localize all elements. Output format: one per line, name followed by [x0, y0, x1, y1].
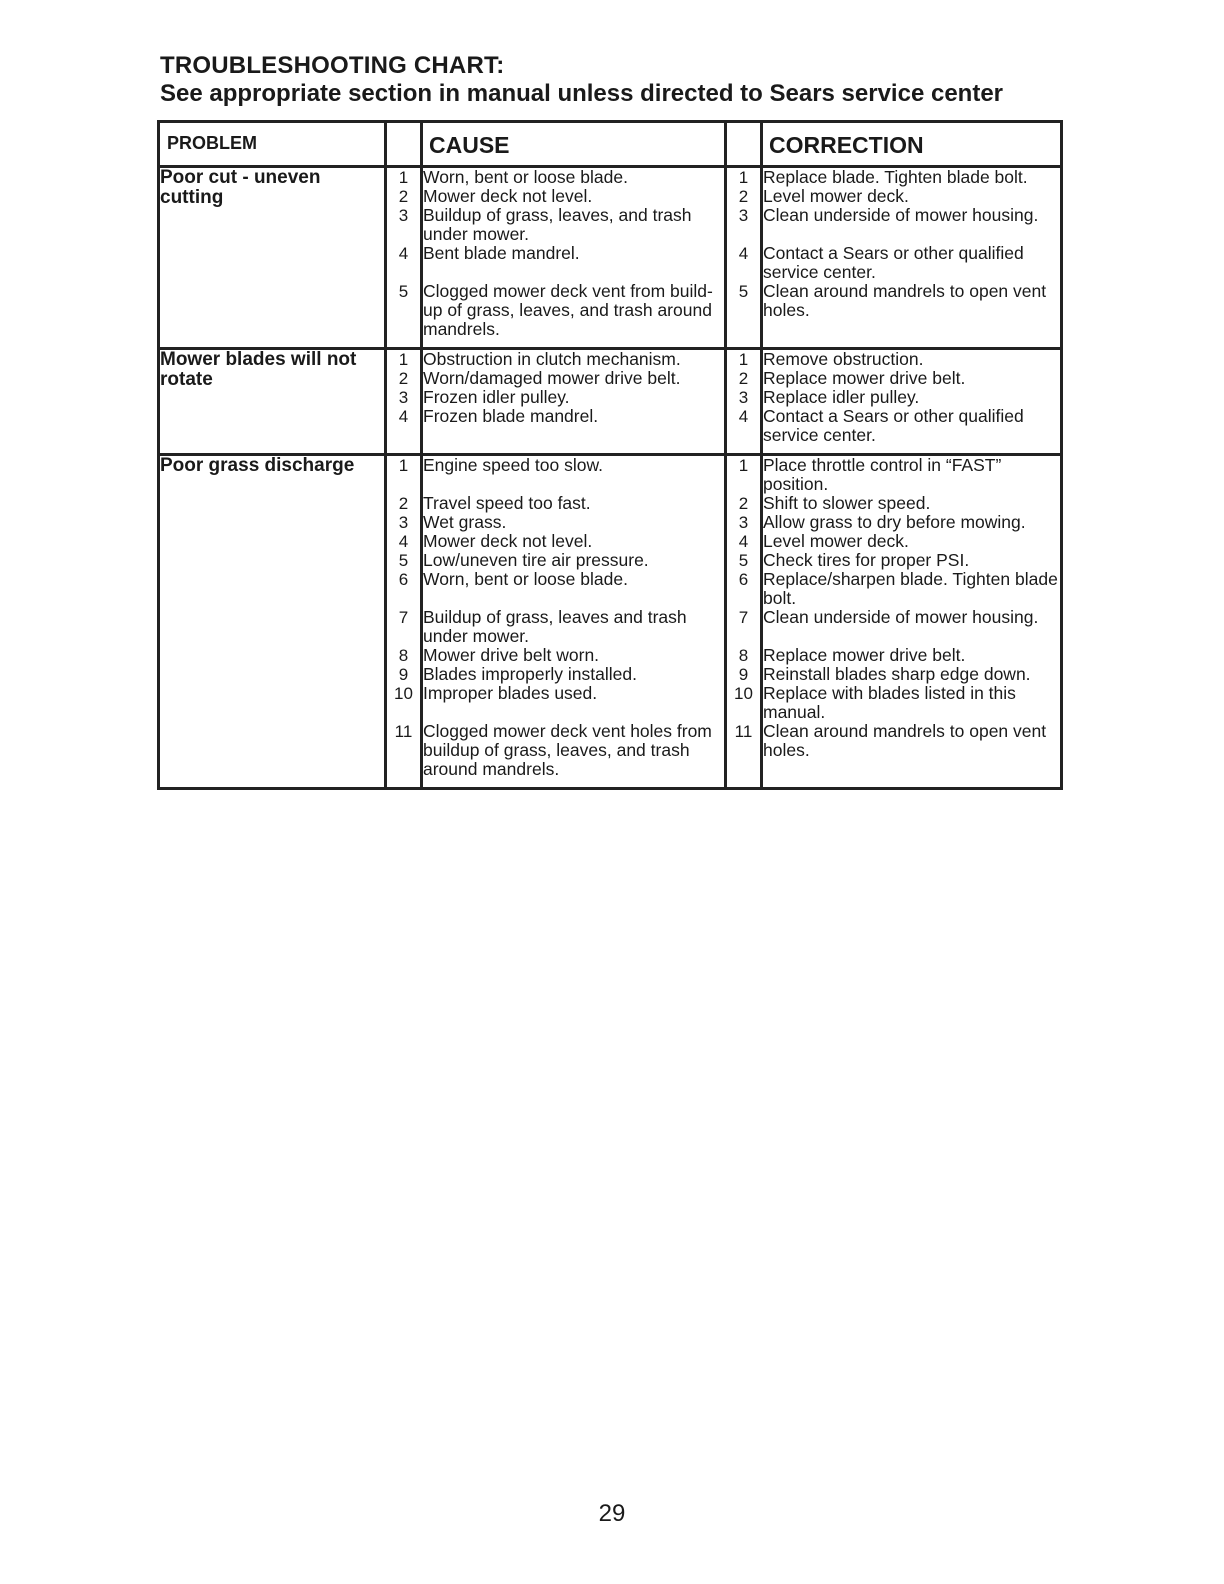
cause-cell: Mower deck not level.: [422, 187, 726, 206]
correction-number: 9: [726, 665, 762, 684]
cause-cell: Bent blade mandrel.: [422, 244, 726, 282]
correction-number: 7: [726, 608, 762, 646]
correction-number: 3: [726, 513, 762, 532]
cause-cell: Worn, bent or loose blade.: [422, 570, 726, 608]
cause-number: 3: [386, 206, 422, 244]
cause-number: 1: [386, 167, 422, 188]
correction-cell: Level mower deck.: [762, 187, 1062, 206]
cause-number: 2: [386, 187, 422, 206]
cause-cell: Wet grass.: [422, 513, 726, 532]
problem-cell: Mower blades will not rotate: [159, 349, 386, 455]
table-body: [159, 167, 1062, 789]
correction-number: 3: [726, 388, 762, 407]
header-cause-number: [386, 122, 422, 167]
cause-number: 2: [386, 494, 422, 513]
correction-cell: Shift to slower speed.: [762, 494, 1062, 513]
correction-cell: Clean around mandrels to open vent holes.: [762, 722, 1062, 789]
correction-cell: Clean around mandrels to open vent holes.: [762, 282, 1062, 349]
correction-number: 4: [726, 407, 762, 455]
correction-cell: Replace blade. Tighten blade bolt.: [762, 167, 1062, 188]
cause-cell: Worn/damaged mower drive belt.: [422, 369, 726, 388]
cause-number: 2: [386, 369, 422, 388]
cause-cell: Blades improperly installed.: [422, 665, 726, 684]
cause-cell: Frozen blade mandrel.: [422, 407, 726, 455]
cause-cell: Improper blades used.: [422, 684, 726, 722]
correction-cell: Contact a Sears or other qualified service center.: [762, 244, 1062, 282]
correction-cell: Replace mower drive belt.: [762, 646, 1062, 665]
chart-title: TROUBLESHOOTING CHART:: [160, 52, 505, 79]
cause-cell: Low/uneven tire air pressure.: [422, 551, 726, 570]
correction-cell: Reinstall blades sharp edge down.: [762, 665, 1062, 684]
cause-cell: Obstruction in clutch mechanism.: [422, 349, 726, 370]
table-row: [159, 349, 1062, 370]
cause-number: 3: [386, 388, 422, 407]
correction-cell: Remove obstruction.: [762, 349, 1062, 370]
correction-cell: Replace idler pulley.: [762, 388, 1062, 407]
table-header-row: [159, 122, 1062, 167]
cause-number: 8: [386, 646, 422, 665]
cause-cell: Clogged mower deck vent from build-up of grass, leaves, and trash around mandrels.: [422, 282, 726, 349]
correction-number: 5: [726, 282, 762, 349]
header-correction: CORRECTION: [762, 122, 1062, 167]
correction-number: 4: [726, 244, 762, 282]
page-number: 29: [598, 1500, 626, 1527]
cause-number: 5: [386, 551, 422, 570]
header-correction-number: [726, 122, 762, 167]
correction-number: 1: [726, 455, 762, 495]
cause-cell: Mower deck not level.: [422, 532, 726, 551]
correction-number: 6: [726, 570, 762, 608]
correction-number: 11: [726, 722, 762, 789]
cause-cell: Travel speed too fast.: [422, 494, 726, 513]
problem-cell: Poor grass discharge: [159, 455, 386, 789]
correction-number: 3: [726, 206, 762, 244]
cause-number: 1: [386, 455, 422, 495]
cause-number: 6: [386, 570, 422, 608]
correction-number: 1: [726, 167, 762, 188]
correction-cell: Allow grass to dry before mowing.: [762, 513, 1062, 532]
correction-cell: Clean underside of mower housing.: [762, 608, 1062, 646]
chart-subtitle: See appropriate section in manual unless directed to Sears service center: [160, 80, 1003, 107]
cause-cell: Frozen idler pulley.: [422, 388, 726, 407]
correction-number: 4: [726, 532, 762, 551]
cause-number: 10: [386, 684, 422, 722]
cause-number: 1: [386, 349, 422, 370]
correction-number: 8: [726, 646, 762, 665]
correction-cell: Level mower deck.: [762, 532, 1062, 551]
correction-cell: Contact a Sears or other qualified service center.: [762, 407, 1062, 455]
cause-number: 3: [386, 513, 422, 532]
correction-cell: Clean underside of mower housing.: [762, 206, 1062, 244]
problem-cell: Poor cut - uneven cutting: [159, 167, 386, 349]
cause-number: 11: [386, 722, 422, 789]
correction-cell: Replace/sharpen blade. Tighten blade bolt.: [762, 570, 1062, 608]
troubleshooting-table: [157, 120, 1063, 790]
cause-cell: Clogged mower deck vent holes from buildup of grass, leaves, and trash around mandrels.: [422, 722, 726, 789]
correction-cell: Place throttle control in “FAST” position.: [762, 455, 1062, 495]
correction-number: 1: [726, 349, 762, 370]
correction-cell: Replace mower drive belt.: [762, 369, 1062, 388]
correction-number: 5: [726, 551, 762, 570]
cause-cell: Mower drive belt worn.: [422, 646, 726, 665]
correction-number: 2: [726, 369, 762, 388]
cause-cell: Worn, bent or loose blade.: [422, 167, 726, 188]
cause-cell: Buildup of grass, leaves, and trash under mower.: [422, 206, 726, 244]
cause-number: 5: [386, 282, 422, 349]
header-problem: PROBLEM: [159, 122, 386, 167]
correction-number: 2: [726, 494, 762, 513]
table-row: [159, 167, 1062, 188]
cause-cell: Engine speed too slow.: [422, 455, 726, 495]
table-row: [159, 455, 1062, 495]
correction-number: 10: [726, 684, 762, 722]
cause-number: 4: [386, 244, 422, 282]
cause-number: 4: [386, 532, 422, 551]
cause-cell: Buildup of grass, leaves and trash under mower.: [422, 608, 726, 646]
cause-number: 7: [386, 608, 422, 646]
correction-number: 2: [726, 187, 762, 206]
correction-cell: Replace with blades listed in this manual.: [762, 684, 1062, 722]
cause-number: 4: [386, 407, 422, 455]
header-cause: CAUSE: [422, 122, 726, 167]
cause-number: 9: [386, 665, 422, 684]
correction-cell: Check tires for proper PSI.: [762, 551, 1062, 570]
